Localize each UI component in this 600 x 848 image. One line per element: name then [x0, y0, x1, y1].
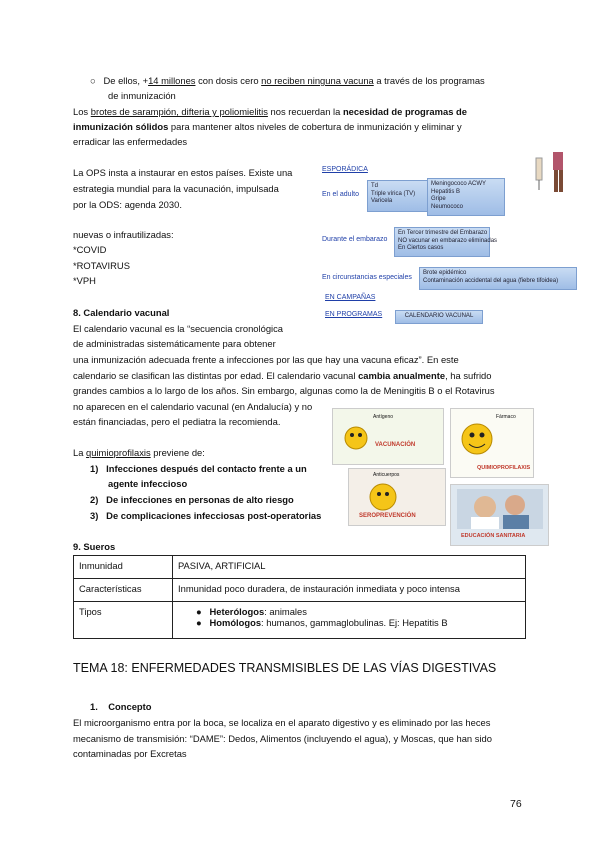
row-value: PASIVA, ARTIFICIAL: [173, 556, 526, 579]
box-line: Td: [371, 183, 379, 189]
vaccine-item: *VPH: [73, 275, 96, 286]
section8-heading: 8. Calendario vacunal: [73, 307, 170, 318]
item-text: Concepto: [108, 701, 152, 712]
text-bold: necesidad de programas de: [342, 106, 467, 117]
ops-line-1: La OPS insta a instaurar en estos países. Existe una: [73, 167, 293, 178]
box-line: Neumococo: [431, 203, 464, 210]
text: Los: [73, 106, 91, 117]
table-row: [74, 579, 526, 602]
picture-caption: Anticuerpos: [373, 472, 400, 478]
esporadica-label: ESPORÁDICA: [322, 166, 368, 173]
section9-heading: 9. Sueros: [73, 541, 116, 552]
text-bold: cambia anualmente: [358, 370, 446, 381]
campanas-label: EN CAMPAÑAS: [325, 294, 376, 301]
box-line: Gripe: [431, 196, 446, 202]
intro-p1: [73, 104, 467, 120]
section8-line: El calendario vacunal es la “secuencia cronológica: [73, 323, 284, 334]
box-line: Varicela: [371, 198, 393, 204]
quimio-item: [90, 508, 321, 524]
text: : humanos, gammaglobulinas. Ej: Hepatitis B: [261, 617, 448, 628]
ops-line-2: estrategia mundial para la vacunación, impulsada: [73, 183, 279, 194]
box-line: Contaminación accidental del agua (fiebre tifoidea): [423, 277, 559, 284]
embarazo-label: Durante el embarazo: [322, 236, 388, 243]
box-line: NO vacunar en embarazo eliminadas: [398, 237, 498, 244]
text: La: [73, 447, 87, 458]
vaccine-item: *ROTAVIRUS: [73, 260, 130, 271]
page-number: 76: [510, 798, 522, 810]
item-text: De infecciones en personas de alto riesgo: [106, 494, 294, 505]
tema18-line: mecanismo de transmisión: “DAME”: Dedos, Alimentos (incluyendo el agua), y Moscas, que han sido: [73, 733, 492, 744]
embarazo-box: [394, 227, 498, 257]
tema18-line: El microorganismo entra por la boca, se localiza en el aparato digestivo y es eliminado por las heces: [73, 717, 491, 728]
link-no-reciben[interactable]: no reciben ninguna vacuna: [261, 75, 374, 86]
picture-caption: Fármaco: [496, 414, 516, 420]
section8-line: una inmunización adecuada frente a infecciones por las que hay una vacuna eficaz”. En este: [73, 354, 459, 365]
link-quimioprofilaxis[interactable]: quimioprofilaxis: [86, 447, 151, 458]
table-row: [74, 556, 526, 579]
quimioprofilaxis-picture: [450, 408, 534, 478]
ops-line-3: por la ODS: agenda 2030.: [73, 199, 182, 210]
row-label: Características: [74, 579, 173, 602]
text: con dosis cero: [195, 75, 262, 86]
picture-caption: Antígeno: [373, 414, 394, 420]
bullet-line-2: de inmunización: [108, 90, 176, 101]
picture-label: VACUNACIÓN: [375, 442, 416, 448]
virus-icon: [341, 423, 371, 453]
quimio-intro: [73, 445, 205, 461]
vacunacion-picture: [332, 408, 444, 465]
list-item: ● Heterólogos: animales: [196, 606, 307, 617]
text: , ha sufrido: [445, 370, 492, 381]
item-text: De complicaciones infecciosas post-operatorias: [106, 510, 322, 521]
tema18-subheading: [90, 699, 151, 715]
text-bold: Homólogos: [209, 617, 262, 628]
text: a través de los programas: [373, 75, 485, 86]
adulto-label: En el adulto: [322, 191, 359, 198]
picture-label: QUIMIOPROFILAXIS: [477, 465, 531, 471]
text: calendario se clasifican las distintas por edad. El calendario vacunal: [73, 370, 359, 381]
syringe-illustration: [533, 150, 578, 195]
row-value: Inmunidad poco duradera, de instauración inmediata y poco intensa: [173, 579, 526, 602]
text: De ellos, +: [103, 75, 149, 86]
pill-character-icon: [457, 419, 497, 459]
text-bold: inmunización sólidos: [73, 121, 169, 132]
section8-line: grandes cambios a lo largo de los años. Sin embargo, algunas como la de Meningitis B o el Rotavirus: [73, 385, 495, 396]
row-label: Tipos: [74, 602, 173, 639]
box-line: Meningococo ACWY: [431, 181, 487, 187]
bullet-symbol: ○: [90, 75, 96, 86]
programas-label: EN PROGRAMAS: [325, 311, 383, 318]
quimio-item: [90, 461, 307, 477]
section8-line: no aparecen en el calendario vacunal (en Andalucía) y no: [73, 401, 313, 412]
item-number: 1): [90, 463, 99, 474]
sueros-table: [73, 555, 526, 639]
quimio-item: [90, 492, 294, 508]
seroprevencion-picture: [348, 468, 446, 526]
antibody-character-icon: [365, 479, 401, 515]
circunstancias-label: En circunstancias especiales: [322, 274, 412, 281]
new-vaccines-heading: nuevas o infrautilizadas:: [73, 229, 174, 240]
item-number: 1.: [90, 701, 98, 712]
item-text: Infecciones después del contacto frente a un: [106, 463, 307, 474]
link-14-millones[interactable]: 14 millones: [148, 75, 196, 86]
item-number: 3): [90, 510, 99, 521]
tema18-title: TEMA 18: ENFERMEDADES TRANSMISIBLES DE LAS VÍAS DIGESTIVAS: [73, 661, 497, 675]
text-bold: Heterólogos: [209, 606, 265, 617]
educacion-picture: [450, 484, 549, 546]
box-line: Hepatitis B: [431, 188, 461, 195]
picture-label: SEROPREVENCIÓN: [359, 513, 416, 519]
adulto-box-1: [367, 180, 430, 212]
row-label: Inmunidad: [74, 556, 173, 579]
list-item: ● Homólogos: humanos, gammaglobulinas. Ej: Hepatitis B: [196, 617, 448, 628]
box-line: Triple vírica (TV): [371, 190, 416, 197]
box-line: En Tercer trimestre del Embarazo: [398, 230, 488, 236]
text: para mantener altos niveles de cobertura de inmunización y eliminar y: [168, 121, 462, 132]
tema18-line: contaminadas por Excretas: [73, 748, 187, 759]
people-photo-icon: [457, 489, 543, 529]
calendario-box: CALENDARIO VACUNAL: [395, 310, 483, 324]
circunstancias-box: [419, 267, 577, 290]
item-number: 2): [90, 494, 99, 505]
vaccine-item: *COVID: [73, 244, 107, 255]
box-line: Brote epidémico: [423, 270, 467, 276]
adulto-box-2: [427, 178, 505, 216]
text: nos recuerdan la: [267, 106, 343, 117]
section8-line: de administradas sistemáticamente para obtener: [73, 338, 276, 349]
box-line: En Ciertos casos: [398, 245, 444, 251]
section8-line: están financiadas, pero el pediatra la recomienda.: [73, 416, 281, 427]
table-row: [74, 602, 526, 639]
row-value: [173, 602, 526, 639]
text: previene de:: [150, 447, 205, 458]
intro-p3: erradicar las enfermedades: [73, 136, 188, 147]
link-brotes[interactable]: brotes de sarampión, difteria y poliomielitis: [90, 106, 268, 117]
bullet-line-1: [90, 73, 485, 89]
section8-line: [73, 368, 491, 384]
intro-p2: [73, 119, 462, 135]
picture-label: EDUCACIÓN SANITARIA: [461, 533, 526, 539]
text: : animales: [264, 606, 307, 617]
quimio-item: agente infeccioso: [108, 478, 188, 489]
